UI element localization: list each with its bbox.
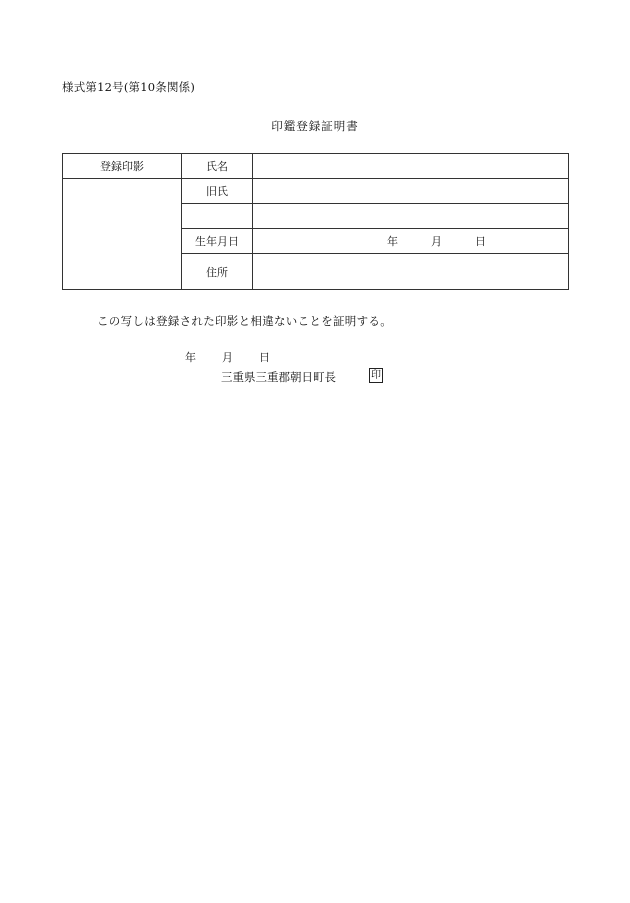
birthdate-month-unit: 月 bbox=[431, 235, 442, 248]
seal-impression-cell bbox=[63, 179, 182, 290]
birthdate-label-cell: 生年月日 bbox=[182, 229, 253, 254]
form-number: 様式第12号(第10条関係) bbox=[62, 80, 196, 94]
issue-date bbox=[185, 349, 270, 365]
seal-header-cell: 登録印影 bbox=[63, 154, 182, 179]
table-row bbox=[63, 179, 569, 204]
address-value-cell bbox=[253, 254, 569, 290]
birthdate-value-cell bbox=[253, 229, 569, 254]
issue-year-unit: 年 bbox=[185, 351, 196, 364]
registration-table bbox=[62, 153, 569, 290]
former-name-value-cell bbox=[253, 179, 569, 204]
birthdate-day-unit: 日 bbox=[475, 235, 486, 248]
issue-day-unit: 日 bbox=[259, 351, 270, 364]
name-label-cell: 氏名 bbox=[182, 154, 253, 179]
blank-value-cell bbox=[253, 204, 569, 229]
former-name-label-cell: 旧氏 bbox=[182, 179, 253, 204]
blank-label-cell bbox=[182, 204, 253, 229]
certification-text: この写しは登録された印影と相違ないことを証明する。 bbox=[97, 314, 392, 328]
table-row bbox=[63, 154, 569, 179]
issue-month-unit: 月 bbox=[222, 351, 233, 364]
address-label-cell: 住所 bbox=[182, 254, 253, 290]
birthdate-year-unit: 年 bbox=[387, 235, 398, 248]
document-title: 印鑑登録証明書 bbox=[271, 119, 359, 133]
issuer-name: 三重県三重郡朝日町長 bbox=[221, 370, 336, 384]
name-value-cell bbox=[253, 154, 569, 179]
official-seal-mark: 印 bbox=[371, 370, 381, 381]
